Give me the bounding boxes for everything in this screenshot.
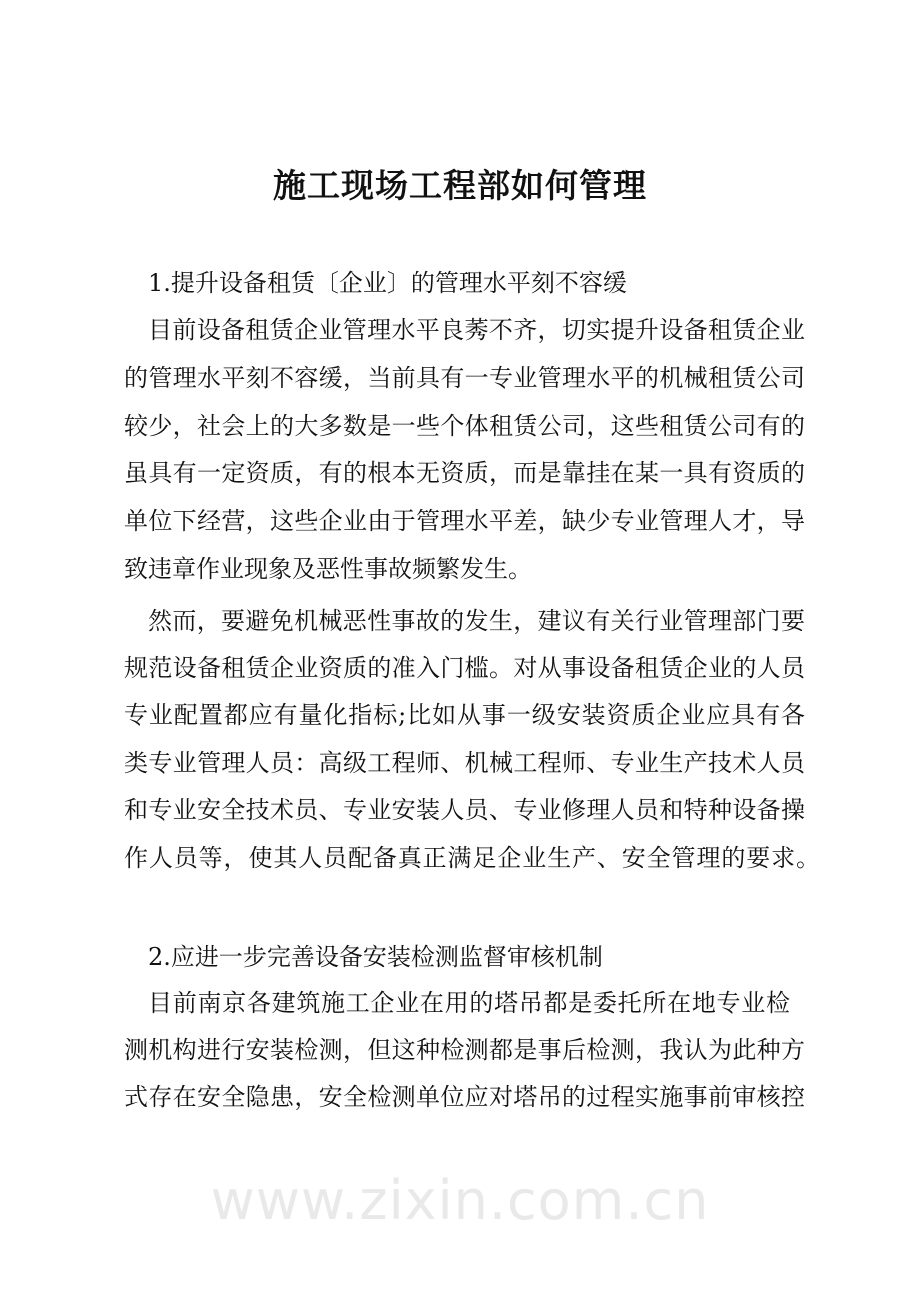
- paragraph-line: 虽具有一定资质，有的根本无资质，而是靠挂在某一具有资质的: [124, 459, 805, 487]
- paragraph-line: 然而，要避免机械恶性事故的发生，建议有关行业管理部门要: [148, 607, 805, 635]
- paragraph-line: 规范设备租赁企业资质的准入门槛。对从事设备租赁企业的人员: [124, 654, 805, 682]
- watermark: www.zixin.com.cn: [210, 1169, 710, 1232]
- paragraph-line: 目前南京各建筑施工企业在用的塔吊都是委托所在地专业检: [148, 989, 790, 1017]
- paragraph-line: 致违章作业现象及恶性事故频繁发生。: [124, 555, 532, 583]
- paragraph-line: 专业配置都应有量化指标;比如从事一级安装资质企业应具有各: [124, 701, 805, 729]
- paragraph-line: 测机构进行安装检测，但这种检测都是事后检测，我认为此种方: [124, 1036, 805, 1064]
- paragraph-line: 作人员等，使其人员配备真正满足企业生产、安全管理的要求。: [124, 844, 820, 872]
- section-heading: 2.应进一步完善设备安装检测监督审核机制: [148, 943, 603, 971]
- paragraph-line: 单位下经营，这些企业由于管理水平差，缺少专业管理人才，导: [124, 507, 805, 535]
- paragraph-line: 的管理水平刻不容缓，当前具有一专业管理水平的机械租赁公司: [124, 364, 805, 392]
- paragraph-line: 目前设备租赁企业管理水平良莠不齐，切实提升设备租赁企业: [148, 316, 805, 344]
- paragraph-line: 和专业安全技术员、专业安装人员、专业修理人员和特种设备操: [124, 796, 805, 824]
- paragraph-line: 较少，社会上的大多数是一些个体租赁公司，这些租赁公司有的: [124, 412, 805, 440]
- paragraph-line: 式存在安全隐患，安全检测单位应对塔吊的过程实施事前审核控: [124, 1083, 805, 1111]
- page-title: 施工现场工程部如何管理: [273, 166, 647, 205]
- section-heading: 1.提升设备租赁〔企业〕的管理水平刻不容缓: [148, 269, 627, 297]
- paragraph-line: 类专业管理人员：高级工程师、机械工程师、专业生产技术人员: [124, 749, 805, 777]
